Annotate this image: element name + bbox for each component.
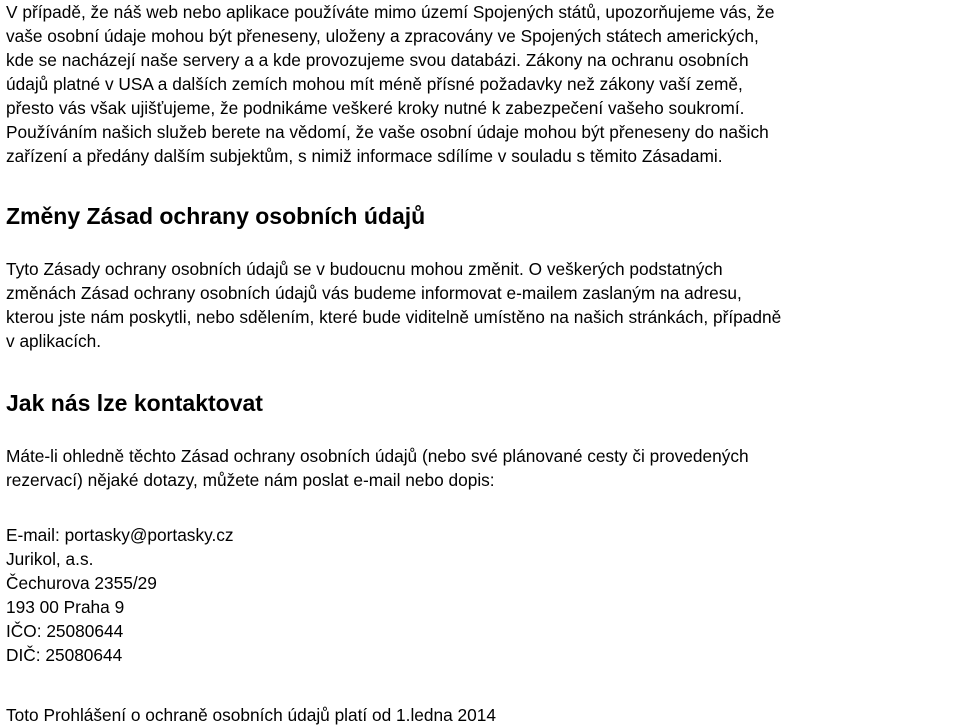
section-heading-contact: Jak nás lze kontaktovat <box>6 390 263 416</box>
contact-company: Jurikol, a.s. <box>6 549 94 569</box>
text-line: Používáním našich služeb berete na vědomí, že vaše osobní údaje mohou být přeneseny do našich <box>6 122 769 142</box>
validity-note <box>6 703 954 727</box>
contact-paragraph <box>6 444 954 492</box>
changes-paragraph <box>6 257 954 353</box>
contact-email: E-mail: portasky@portasky.cz <box>6 525 234 545</box>
text-line: údajů platné v USA a dalších zemích mohou mít méně přísné požadavky než zákony vaší země, <box>6 74 743 94</box>
contact-street: Čechurova 2355/29 <box>6 573 157 593</box>
text-line: zařízení a předány dalším subjektům, s nimiž informace sdílíme v souladu s těmito Zásadami. <box>6 146 723 166</box>
section-heading-changes: Změny Zásad ochrany osobních údajů <box>6 203 426 229</box>
contact-address-block <box>6 523 954 667</box>
text-line: kterou jste nám poskytli, nebo sdělením, které bude viditelně umístěno na našich stránkách, případně <box>6 307 782 327</box>
contact-dic: DIČ: 25080644 <box>6 645 123 665</box>
validity-note-text: Toto Prohlášení o ochraně osobních údajů platí od 1.ledna 2014 <box>6 705 497 725</box>
intro-paragraph <box>6 0 954 168</box>
contact-ico: IČO: 25080644 <box>6 621 124 641</box>
text-line: rezervací) nějaké dotazy, můžete nám poslat e-mail nebo dopis: <box>6 470 495 490</box>
text-line: Tyto Zásady ochrany osobních údajů se v budoucnu mohou změnit. O veškerých podstatných <box>6 259 723 279</box>
text-line: v aplikacích. <box>6 331 102 351</box>
text-line: kde se nacházejí naše servery a a kde provozujeme svou databázi. Zákony na ochranu osobních <box>6 50 749 70</box>
text-line: přesto vás však ujišťujeme, že podnikáme veškeré kroky nutné k zabezpečení vašeho soukromí. <box>6 98 745 118</box>
text-line: Máte-li ohledně těchto Zásad ochrany osobních údajů (nebo své plánované cesty či provedených <box>6 446 749 466</box>
text-line: vaše osobní údaje mohou být přeneseny, uloženy a zpracovány ve Spojených státech amerických, <box>6 26 759 46</box>
text-line: V případě, že náš web nebo aplikace používáte mimo území Spojených států, upozorňujeme vás, že <box>6 2 775 22</box>
text-line: změnách Zásad ochrany osobních údajů vás budeme informovat e-mailem zaslaným na adresu, <box>6 283 742 303</box>
contact-city: 193 00 Praha 9 <box>6 597 125 617</box>
